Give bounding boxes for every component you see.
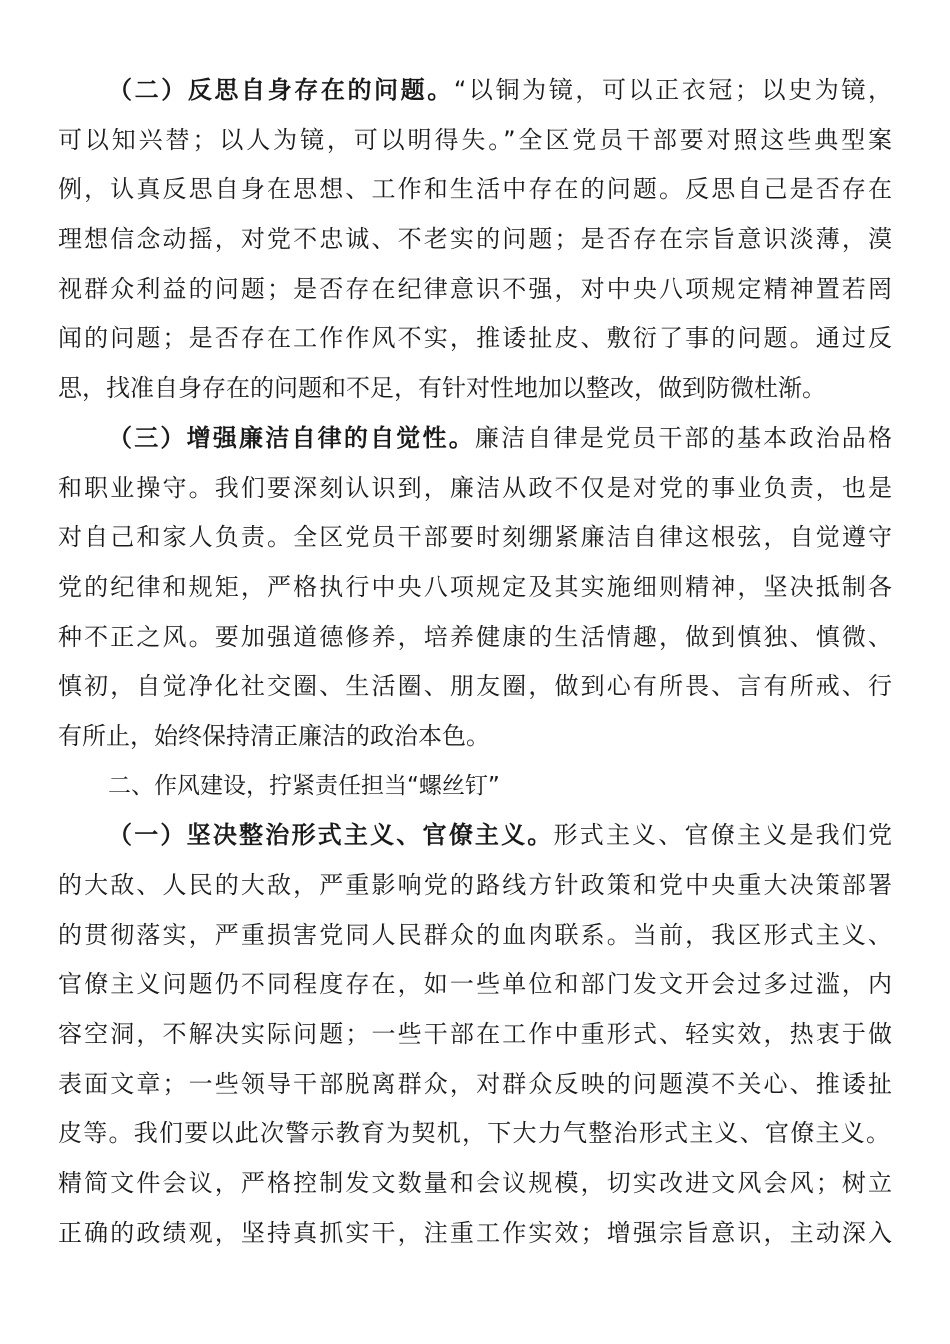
section-heading-bold: （二）反思自身存在的问题。 [108, 76, 454, 104]
line-text: 官僚主义问题仍不同程度存在，如一些单位和部门发文开会过多过滥，内 [58, 970, 892, 999]
line-text: 例，认真反思自身在思想、工作和生活中存在的问题。反思自己是否存在 [58, 175, 892, 204]
paragraph-line [0, 613, 950, 663]
section-title-text: 二、作风建设，拧紧责任担当“螺丝钉” [108, 772, 500, 799]
line-text: 容空洞，不解决实际问题；一些干部在工作中重形式、轻实效，热衷于做 [58, 1020, 892, 1049]
paragraph-line [0, 1109, 950, 1159]
line-text: 有所止，始终保持清正廉洁的政治本色。 [58, 721, 490, 750]
paragraph-line [0, 66, 950, 116]
paragraph-line [0, 960, 950, 1010]
line-text: 廉洁自律是党员干部的基本政治品格 [474, 423, 893, 452]
paragraph-line [0, 314, 950, 364]
paragraph-line [0, 1010, 950, 1060]
paragraph-line [0, 464, 950, 514]
paragraph-line [0, 811, 950, 861]
line-text: 和职业操守。我们要深刻认识到，廉洁从政不仅是对党的事业负责，也是 [58, 473, 892, 502]
line-text: 可以知兴替；以人为镜，可以明得失。”全区党员干部要对照这些典型案 [58, 125, 892, 154]
line-text: 党的纪律和规矩，严格执行中央八项规定及其实施细则精神，坚决抵制各 [58, 572, 892, 601]
paragraph-line [0, 662, 950, 712]
section-heading-bold: （一）坚决整治形式主义、官僚主义。 [108, 821, 554, 850]
paragraph-line [0, 861, 950, 911]
paragraph-line [0, 165, 950, 215]
paragraph-line [0, 563, 950, 613]
line-text: 理想信念动摇，对党不忠诚、不老实的问题；是否存在宗旨意识淡薄，漠 [58, 225, 892, 254]
paragraph-line [0, 1060, 950, 1110]
paragraph-line [0, 712, 950, 762]
line-text: 的贯彻落实，严重损害党同人民群众的血肉联系。当前，我区形式主义、 [58, 920, 892, 949]
paragraph-line [0, 911, 950, 961]
section-title [0, 762, 950, 812]
paragraph-line [0, 414, 950, 464]
paragraph-line [0, 215, 950, 265]
section-heading-bold: （三）增强廉洁自律的自觉性。 [108, 423, 475, 452]
line-text: 视群众利益的问题；是否存在纪律意识不强，对中央八项规定精神置若罔 [58, 274, 892, 303]
paragraph-line [0, 1209, 950, 1259]
paragraph-line [0, 265, 950, 315]
paragraph-line [0, 364, 950, 414]
line-text: 精简文件会议，严格控制发文数量和会议规模，切实改进文风会风；树立 [58, 1169, 892, 1198]
line-text: 思，找准自身存在的问题和不足，有针对性地加以整改，做到防微杜渐。 [58, 374, 826, 403]
line-text: 表面文章；一些领导干部脱离群众，对群众反映的问题漠不关心、推诿扯 [58, 1069, 892, 1098]
paragraph-line [0, 116, 950, 166]
line-text: 正确的政绩观，坚持真抓实干，注重工作实效；增强宗旨意识，主动深入 [58, 1218, 892, 1247]
paragraph-line [0, 513, 950, 563]
paragraph-line [0, 1159, 950, 1209]
line-text: 形式主义、官僚主义是我们党 [553, 821, 893, 850]
line-text: 的大敌、人民的大敌，严重影响党的路线方针政策和党中央重大决策部署 [58, 871, 892, 899]
line-text: 慎初，自觉净化社交圈、生活圈、朋友圈，做到心有所畏、言有所戒、行 [58, 672, 892, 701]
line-text: 种不正之风。要加强道德修养，培养健康的生活情趣，做到慎独、慎微、 [58, 622, 892, 651]
line-text: 闻的问题；是否存在工作作风不实，推诿扯皮、敷衍了事的问题。通过反 [58, 324, 892, 353]
line-text: 对自己和家人负责。全区党员干部要时刻绷紧廉洁自律这根弦，自觉遵守 [58, 523, 892, 552]
line-text: 皮等。我们要以此次警示教育为契机，下大力气整治形式主义、官僚主义。 [58, 1119, 890, 1148]
document-body [0, 66, 950, 1259]
line-text: “以铜为镜，可以正衣冠；以史为镜， [453, 76, 892, 104]
